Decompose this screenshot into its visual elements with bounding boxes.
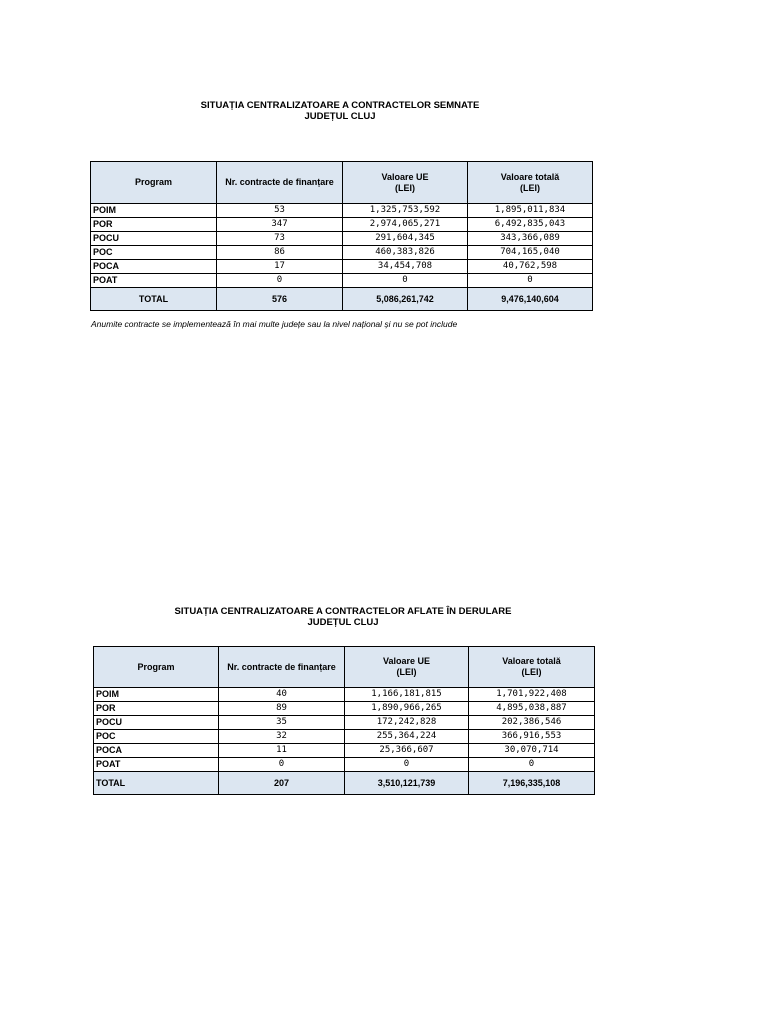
contracts-cell: 73 <box>217 232 343 246</box>
table-row <box>94 688 595 702</box>
contracts-cell: 347 <box>217 218 343 232</box>
table1-header-contracts: Nr. contracte de finanțare <box>217 162 343 204</box>
ue-cell: 1,166,181,815 <box>345 688 469 702</box>
program-cell: POC <box>94 730 219 744</box>
table1-header-total: Valoare totală (LEI) <box>468 162 593 204</box>
table1-footnote: Anumite contracte se implementează în mai multe județe sau la nivel național și nu se pot include <box>91 319 458 329</box>
total-contracts-cell: 576 <box>217 288 343 311</box>
contracts-cell: 86 <box>217 246 343 260</box>
ue-cell: 2,974,065,271 <box>343 218 468 232</box>
program-cell: POIM <box>91 204 217 218</box>
table1-title-line1: SITUAȚIA CENTRALIZATOARE A CONTRACTELOR SEMNATE <box>200 100 480 111</box>
total-cell: 202,386,546 <box>469 716 595 730</box>
contracts-cell: 89 <box>219 702 345 716</box>
table-row <box>94 744 595 758</box>
table1-header-row <box>91 162 593 204</box>
total-cell: 40,762,598 <box>468 260 593 274</box>
program-cell: POC <box>91 246 217 260</box>
contracts-cell: 35 <box>219 716 345 730</box>
table-row <box>91 204 593 218</box>
ue-cell: 1,325,753,592 <box>343 204 468 218</box>
table2-header-ue: Valoare UE (LEI) <box>345 647 469 688</box>
table1-title-line2: JUDEȚUL CLUJ <box>304 111 376 122</box>
total-ue-cell: 5,086,261,742 <box>343 288 468 311</box>
program-cell: POIM <box>94 688 219 702</box>
table2-header-contracts: Nr. contracte de finanțare <box>219 647 345 688</box>
table2-title <box>93 606 593 628</box>
total-label-cell: TOTAL <box>94 772 219 795</box>
total-cell: 704,165,040 <box>468 246 593 260</box>
total-total-cell: 7,196,335,108 <box>469 772 595 795</box>
ue-cell: 291,604,345 <box>343 232 468 246</box>
table-row <box>91 260 593 274</box>
total-total-cell: 9,476,140,604 <box>468 288 593 311</box>
ue-cell: 25,366,607 <box>345 744 469 758</box>
total-contracts-cell: 207 <box>219 772 345 795</box>
total-cell: 30,070,714 <box>469 744 595 758</box>
total-cell: 1,895,011,834 <box>468 204 593 218</box>
table-row <box>91 246 593 260</box>
contracts-cell: 32 <box>219 730 345 744</box>
table1-header-ue: Valoare UE (LEI) <box>343 162 468 204</box>
ue-cell: 0 <box>345 758 469 772</box>
ue-cell: 34,454,708 <box>343 260 468 274</box>
table2-title-line1: SITUAȚIA CENTRALIZATOARE A CONTRACTELOR AFLATE ÎN DERULARE <box>174 606 512 617</box>
contracts-cell: 11 <box>219 744 345 758</box>
table1-total-row <box>91 288 593 311</box>
total-ue-cell: 3,510,121,739 <box>345 772 469 795</box>
ue-cell: 460,383,826 <box>343 246 468 260</box>
total-cell: 6,492,835,043 <box>468 218 593 232</box>
table2-header-row <box>94 647 595 688</box>
table-row <box>91 232 593 246</box>
contracts-cell: 17 <box>217 260 343 274</box>
contracts-cell: 53 <box>217 204 343 218</box>
contracts-cell: 0 <box>217 274 343 288</box>
table2-title-line2: JUDEȚUL CLUJ <box>307 617 379 628</box>
program-cell: POCU <box>91 232 217 246</box>
contracts-cell: 40 <box>219 688 345 702</box>
program-cell: POAT <box>91 274 217 288</box>
contracts-cell: 0 <box>219 758 345 772</box>
ue-cell: 172,242,828 <box>345 716 469 730</box>
total-cell: 4,895,038,887 <box>469 702 595 716</box>
table-row <box>94 758 595 772</box>
total-label-cell: TOTAL <box>91 288 217 311</box>
program-cell: POCA <box>91 260 217 274</box>
table-row <box>94 730 595 744</box>
program-cell: POR <box>94 702 219 716</box>
table-row <box>94 702 595 716</box>
ue-cell: 0 <box>343 274 468 288</box>
table1-header-program: Program <box>91 162 217 204</box>
table1-title <box>90 100 590 122</box>
table2-header-total: Valoare totală (LEI) <box>469 647 595 688</box>
program-cell: POAT <box>94 758 219 772</box>
table-row <box>91 274 593 288</box>
total-cell: 366,916,553 <box>469 730 595 744</box>
ue-cell: 1,890,966,265 <box>345 702 469 716</box>
ue-cell: 255,364,224 <box>345 730 469 744</box>
total-cell: 343,366,089 <box>468 232 593 246</box>
table1 <box>90 161 593 311</box>
table2 <box>93 646 595 795</box>
program-cell: POR <box>91 218 217 232</box>
table2-total-row <box>94 772 595 795</box>
total-cell: 1,701,922,408 <box>469 688 595 702</box>
table-row <box>91 218 593 232</box>
program-cell: POCA <box>94 744 219 758</box>
total-cell: 0 <box>468 274 593 288</box>
program-cell: POCU <box>94 716 219 730</box>
table2-header-program: Program <box>94 647 219 688</box>
total-cell: 0 <box>469 758 595 772</box>
table-row <box>94 716 595 730</box>
